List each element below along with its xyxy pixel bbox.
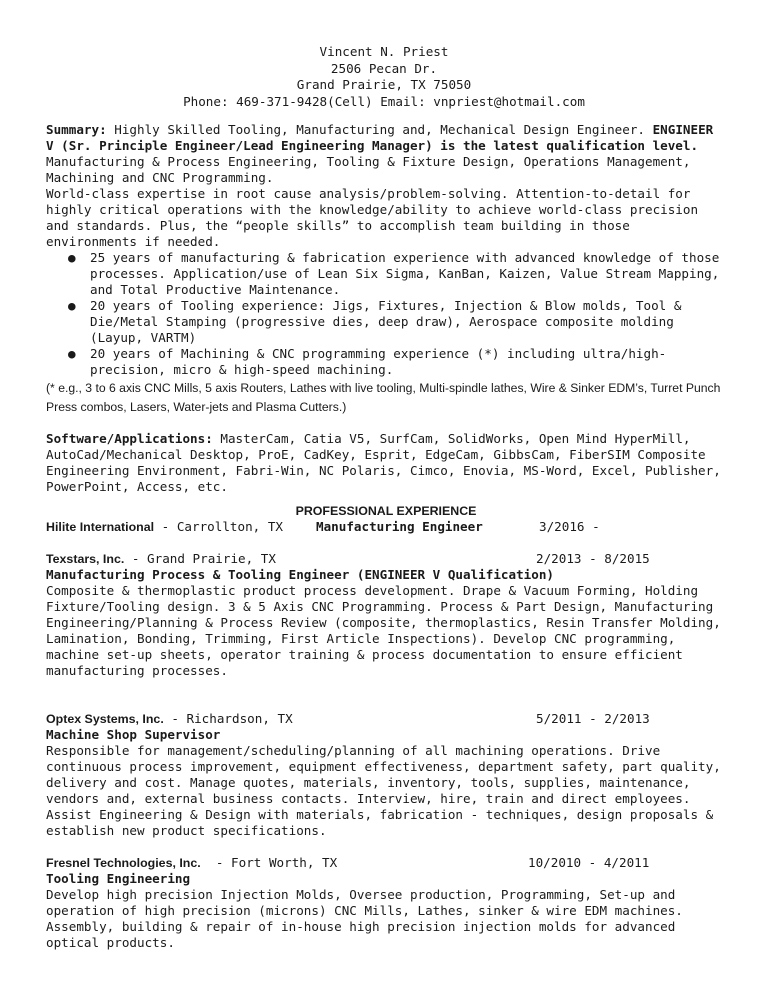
summary-intro: Highly Skilled Tooling, Manufacturing and, Mechanical Design Engineer. xyxy=(106,122,645,137)
company-name: Fresnel Technologies, Inc. xyxy=(46,856,201,870)
section-heading-experience: PROFESSIONAL EXPERIENCE xyxy=(295,504,477,518)
job-dates: 3/2016 - xyxy=(539,519,600,534)
company-name: Optex Systems, Inc. xyxy=(46,712,164,726)
software-paragraph xyxy=(46,431,726,495)
job-title: Machine Shop Supervisor xyxy=(46,727,221,742)
bullet-item: ● 25 years of manufacturing & fabrication experience with advanced knowledge of those processes. Application/use of Lean Six Sigma, KanBan, Kaizen, Value Stream Mapping, and Total Productive Maintenance. xyxy=(68,250,720,297)
job-description: Composite & thermoplastic product process development. Drape & Vacuum Forming, Holding Fixture/Tooling design. 3 & 5 Axis CNC Programming. Process & Part Design, Manufacturing Engineering/Planning & Process Review (composite, thermoplastics, Resin Transfer Molding, Lamination, Bonding, Trimming, First Article Inspections). Develop CNC programming, machine set-up sheets, operator training & process documentation to ensure efficient manufacturing processes. xyxy=(46,583,721,678)
job-location: - Carrollton, TX xyxy=(154,519,283,534)
job-location: - Grand Prairie, TX xyxy=(124,551,276,566)
summary-label: Summary: xyxy=(46,122,107,137)
job-dates: 5/2011 - 2/2013 xyxy=(536,711,650,726)
summary-expertise: World-class expertise in root cause analysis/problem-solving. Attention-to-detail for highly critical operations with the knowledge/ability to achieve world-class precision and standards. Plus, the “people skills” to accomplish team building in those environments if needed. xyxy=(46,186,699,249)
job-description: Develop high precision Injection Molds, Oversee production, Programming, Set-up and operation of high precision (microns) CNC Mills, Lathes, sinker & wire EDM machines. Assembly, building & repair of in-house high precision injection molds for advanced optical products. xyxy=(46,887,683,950)
summary-specialties: Manufacturing & Process Engineering, Tooling & Fixture Design, Operations Management, Machining and CNC Programming. xyxy=(46,154,691,185)
job-fresnel xyxy=(46,855,726,871)
bullet-item: ● 20 years of Machining & CNC programming experience (*) including ultra/high-precision, micro & high-speed machining. xyxy=(68,346,667,377)
experience-bullets xyxy=(46,250,726,378)
company-name: Texstars, Inc. xyxy=(46,552,125,566)
bullet-icon: ● xyxy=(68,298,76,313)
job-dates: 2/2013 - 8/2015 xyxy=(536,551,650,566)
software-label: Software/Applications: xyxy=(46,431,213,446)
job-title: Manufacturing Engineer xyxy=(316,519,483,534)
job-texstars xyxy=(46,551,726,567)
street-address: 2506 Pecan Dr. xyxy=(330,60,438,76)
job-dates: 10/2010 - 4/2011 xyxy=(528,855,650,870)
job-hilite xyxy=(46,519,726,535)
city-state-zip: Grand Prairie, TX 75050 xyxy=(296,77,472,92)
job-optex xyxy=(46,711,726,727)
software-list: MasterCam, Catia V5, SurfCam, SolidWorks, Open Mind HyperMill, AutoCad/Mechanical Desktop, ProE, CadKey, Esprit, EdgeCam, GibbsCam, FiberSIM Composite Engineering Environment, Fabri-Win, NC Polaris, Cimco, Enovia, MS-Word, Excel, Publisher, PowerPoint, Access, etc. xyxy=(46,431,721,494)
job-title: Manufacturing Process & Tooling Engineer (ENGINEER V Qualification) xyxy=(46,567,554,582)
job-location: - Fort Worth, TX xyxy=(200,855,338,870)
contact-header xyxy=(0,44,768,110)
bullet-item: ● 20 years of Tooling experience: Jigs, Fixtures, Injection & Blow molds, Tool & Die/Metal Stamping (progressive dies, deep draw), Aerospace composite molding (Layup, VARTM) xyxy=(68,298,682,345)
company-name: Hilite International xyxy=(46,520,155,534)
summary-qualification: ENGINEER V (Sr. Principle Engineer/Lead Engineering Manager) is the latest qualification level. xyxy=(46,122,714,153)
job-description: Responsible for management/scheduling/planning of all machining operations. Drive continuous process improvement, equipment effectiveness, department safety, part quality, delivery and cost. Manage quotes, materials, inventory, tools, supplies, maintenance, vendors and, external business contacts. Interview, hire, train and direct employees. Assist Engineering & Design with materials, fabrication - techniques, design proposals & establish new product specifications. xyxy=(46,743,721,838)
job-title: Tooling Engineering xyxy=(46,871,191,886)
bullet-icon: ● xyxy=(68,250,76,265)
resume-body xyxy=(46,122,726,951)
summary-paragraph xyxy=(46,122,726,186)
job-location: - Richardson, TX xyxy=(163,711,293,726)
machining-note: (* e.g., 3 to 6 axis CNC Mills, 5 axis Routers, Lathes with live tooling, Multi-spindle lathes, Wire & Sinker EDM’s, Turret Punch Press combos, Lasers, Water-jets and Plasma Cutters.) xyxy=(46,381,721,414)
applicant-name: Vincent N. Priest xyxy=(319,44,449,59)
bullet-icon: ● xyxy=(68,346,76,361)
phone-email: Phone: 469-371-9428(Cell) Email: vnpriest@hotmail.com xyxy=(183,93,585,109)
